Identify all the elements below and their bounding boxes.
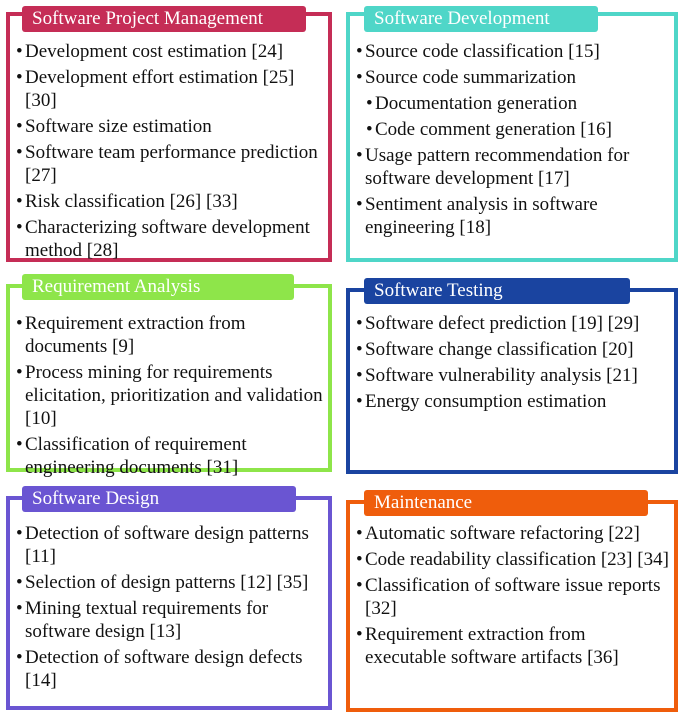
panel-title: Requirement Analysis: [22, 274, 294, 300]
panel-maintenance: [346, 492, 678, 712]
panel-title: Software Development: [364, 6, 598, 32]
list-sub-item: • Documentation generation: [356, 92, 670, 115]
item-list: [16, 40, 324, 265]
panel-title: Software Project Management: [22, 6, 306, 32]
item-list: [356, 312, 670, 416]
list-item: • Characterizing software development method [28]: [16, 216, 324, 262]
list-item: • Automatic software refactoring [22]: [356, 522, 670, 545]
panel-title: Software Design: [22, 486, 296, 512]
item-list: [356, 40, 670, 242]
list-item: • Software team performance prediction [27]: [16, 141, 324, 187]
list-item: • Usage pattern recommendation for software development [17]: [356, 144, 670, 190]
list-item: • Software defect prediction [19] [29]: [356, 312, 670, 335]
list-item: • Classification of software issue reports [32]: [356, 574, 670, 620]
list-item: • Software change classification [20]: [356, 338, 670, 361]
list-item: • Software size estimation: [16, 115, 324, 138]
list-item: • Risk classification [26] [33]: [16, 190, 324, 213]
list-item: • Detection of software design patterns [11]: [16, 522, 324, 568]
panel-software-design: [6, 488, 332, 710]
panel-title: Maintenance: [364, 490, 648, 516]
list-item: • Development cost estimation [24]: [16, 40, 324, 63]
item-list: [16, 522, 324, 695]
list-item: • Detection of software design defects [14]: [16, 646, 324, 692]
list-item: • Energy consumption estimation: [356, 390, 670, 413]
list-item: • Source code summarization: [356, 66, 670, 89]
panel-title: Software Testing: [364, 278, 630, 304]
list-item: • Requirement extraction from documents [9]: [16, 312, 324, 358]
list-item: • Code readability classification [23] [34]: [356, 548, 670, 571]
list-item: • Process mining for requirements elicitation, prioritization and validation [10]: [16, 361, 324, 430]
list-item: • Requirement extraction from executable software artifacts [36]: [356, 623, 670, 669]
list-sub-item: • Code comment generation [16]: [356, 118, 670, 141]
item-list: [16, 312, 324, 482]
panel-software-project-management: [6, 8, 332, 262]
panel-software-testing: [346, 280, 678, 474]
list-item: • Selection of design patterns [12] [35]: [16, 571, 324, 594]
list-item: • Source code classification [15]: [356, 40, 670, 63]
item-list: [356, 522, 670, 672]
list-item: • Software vulnerability analysis [21]: [356, 364, 670, 387]
list-item: • Development effort estimation [25] [30]: [16, 66, 324, 112]
panel-requirement-analysis: [6, 276, 332, 478]
list-item: • Classification of requirement engineering documents [31]: [16, 433, 324, 479]
panel-software-development: [346, 8, 678, 262]
list-item: • Sentiment analysis in software engineering [18]: [356, 193, 670, 239]
list-item: • Mining textual requirements for software design [13]: [16, 597, 324, 643]
